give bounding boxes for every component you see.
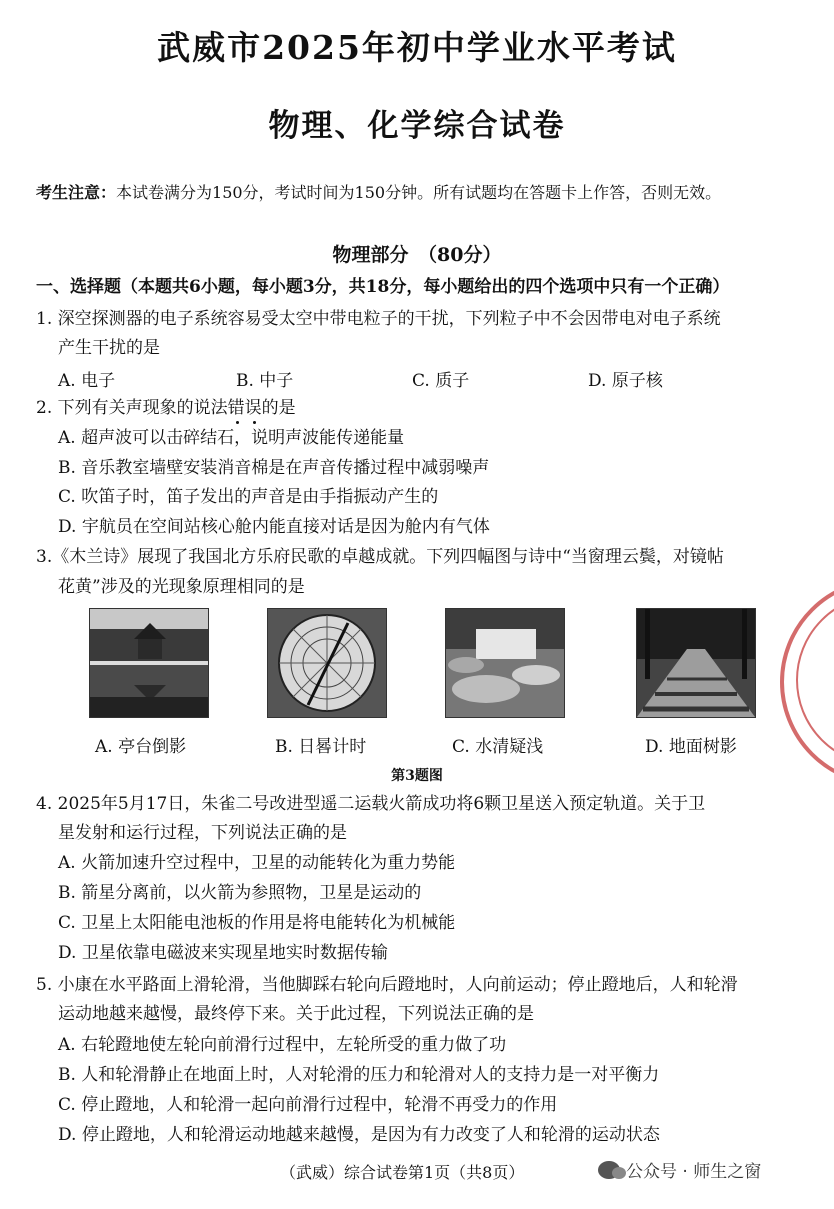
q2-option-b: B. 音乐教室墙壁安装消音棉是在声音传播过程中减弱噪声 bbox=[58, 458, 490, 478]
q2-option-a: A. 超声波可以击碎结石，说明声波能传递能量 bbox=[58, 428, 405, 448]
q5-option-d: D. 停止蹬地，人和轮滑运动地越来越慢，是因为有力改变了人和轮滑的运动状态 bbox=[58, 1125, 660, 1145]
q1-option-d: D. 原子核 bbox=[588, 371, 663, 391]
q5-option-a: A. 右轮蹬地使左轮向前滑行过程中，左轮所受的重力做了功 bbox=[58, 1035, 507, 1055]
q3-stem-line1: 3.《木兰诗》展现了我国北方乐府民歌的卓越成就。下列四幅图与诗中“当窗理云鬓，对镜帖 bbox=[36, 547, 724, 567]
tree-shadow-image bbox=[636, 608, 756, 718]
q2-stem-pre: 2. 下列有关声现象的说法 bbox=[36, 398, 228, 418]
notice-label: 考生注意： bbox=[36, 183, 117, 202]
q4-option-a: A. 火箭加速升空过程中，卫星的动能转化为重力势能 bbox=[58, 853, 456, 873]
q5-stem-line1: 5. 小康在水平路面上滑轮滑，当他脚踩右轮向后蹬地时，人向前运动；停止蹬地后，人和轮滑 bbox=[36, 975, 738, 995]
exam-title: 武威市2025年初中学业水平考试 bbox=[157, 28, 677, 67]
q2-option-d: D. 宇航员在空间站核心舱内能直接对话是因为舱内有气体 bbox=[58, 517, 490, 537]
q1-option-c: C. 质子 bbox=[412, 371, 470, 391]
q2-option-c: C. 吹笛子时，笛子发出的声音是由手指振动产生的 bbox=[58, 487, 439, 507]
page-footer: （武威）综合试卷第1页（共8页） bbox=[280, 1163, 525, 1182]
q2-stem-emph-1: 错 bbox=[227, 398, 245, 418]
q2-stem-emph-2: 误 bbox=[244, 398, 262, 418]
q5-option-c: C. 停止蹬地，人和轮滑一起向前滑行过程中，轮滑不再受力的作用 bbox=[58, 1095, 558, 1115]
q4-option-c: C. 卫星上太阳能电池板的作用是将电能转化为机械能 bbox=[58, 913, 456, 933]
section-title: 物理部分 （80分） bbox=[332, 244, 502, 266]
q1-stem-line1: 1. 深空探测器的电子系统容易受太空中带电粒子的干扰，下列粒子中不会因带电对电子系统 bbox=[36, 309, 721, 329]
watermark-text: 公众号 · 师生之窗 bbox=[626, 1162, 762, 1182]
q2-stem bbox=[36, 397, 296, 419]
q4-stem-line2: 星发射和运行过程，下列说法正确的是 bbox=[58, 823, 347, 843]
seal-stamp-icon bbox=[780, 578, 834, 786]
exam-subtitle: 物理、化学综合试卷 bbox=[268, 108, 566, 144]
q3-figure-title: 第3题图 bbox=[391, 768, 443, 784]
part1-heading: 一、选择题（本题共6小题，每小题3分，共18分，每小题给出的四个选项中只有一个正确） bbox=[36, 277, 730, 297]
q3-caption-d: D. 地面树影 bbox=[645, 737, 737, 757]
q5-stem-line2: 运动地越来越慢，最终停下来。关于此过程，下列说法正确的是 bbox=[58, 1004, 534, 1024]
pavilion-reflection-image bbox=[89, 608, 209, 718]
exam-notice bbox=[36, 180, 816, 203]
q3-caption-a: A. 亭台倒影 bbox=[95, 737, 187, 757]
q1-option-a: A. 电子 bbox=[58, 371, 116, 391]
q5-option-b: B. 人和轮滑静止在地面上时，人对轮滑的压力和轮滑对人的支持力是一对平衡力 bbox=[58, 1065, 660, 1085]
q3-caption-b: B. 日晷计时 bbox=[275, 737, 367, 757]
wechat-icon bbox=[598, 1161, 620, 1179]
notice-text: 本试卷满分为150分，考试时间为150分钟。所有试题均在答题卡上作答，否则无效。 bbox=[116, 183, 722, 202]
q3-stem-line2: 花黄”涉及的光现象原理相同的是 bbox=[58, 577, 305, 597]
q4-option-b: B. 箭星分离前，以火箭为参照物，卫星是运动的 bbox=[58, 883, 422, 903]
q2-stem-post: 的是 bbox=[261, 398, 296, 418]
q4-option-d: D. 卫星依靠电磁波来实现星地实时数据传输 bbox=[58, 943, 388, 963]
q1-stem-line2: 产生干扰的是 bbox=[58, 338, 160, 358]
watermark bbox=[598, 1157, 761, 1182]
sundial-image bbox=[267, 608, 387, 718]
q4-stem-line1: 4. 2025年5月17日，朱雀二号改进型遥二运载火箭成功将6颗卫星送入预定轨道。关于卫 bbox=[36, 794, 706, 814]
q1-option-b: B. 中子 bbox=[236, 371, 294, 391]
clear-water-image bbox=[445, 608, 565, 718]
q3-caption-c: C. 水清疑浅 bbox=[452, 737, 544, 757]
